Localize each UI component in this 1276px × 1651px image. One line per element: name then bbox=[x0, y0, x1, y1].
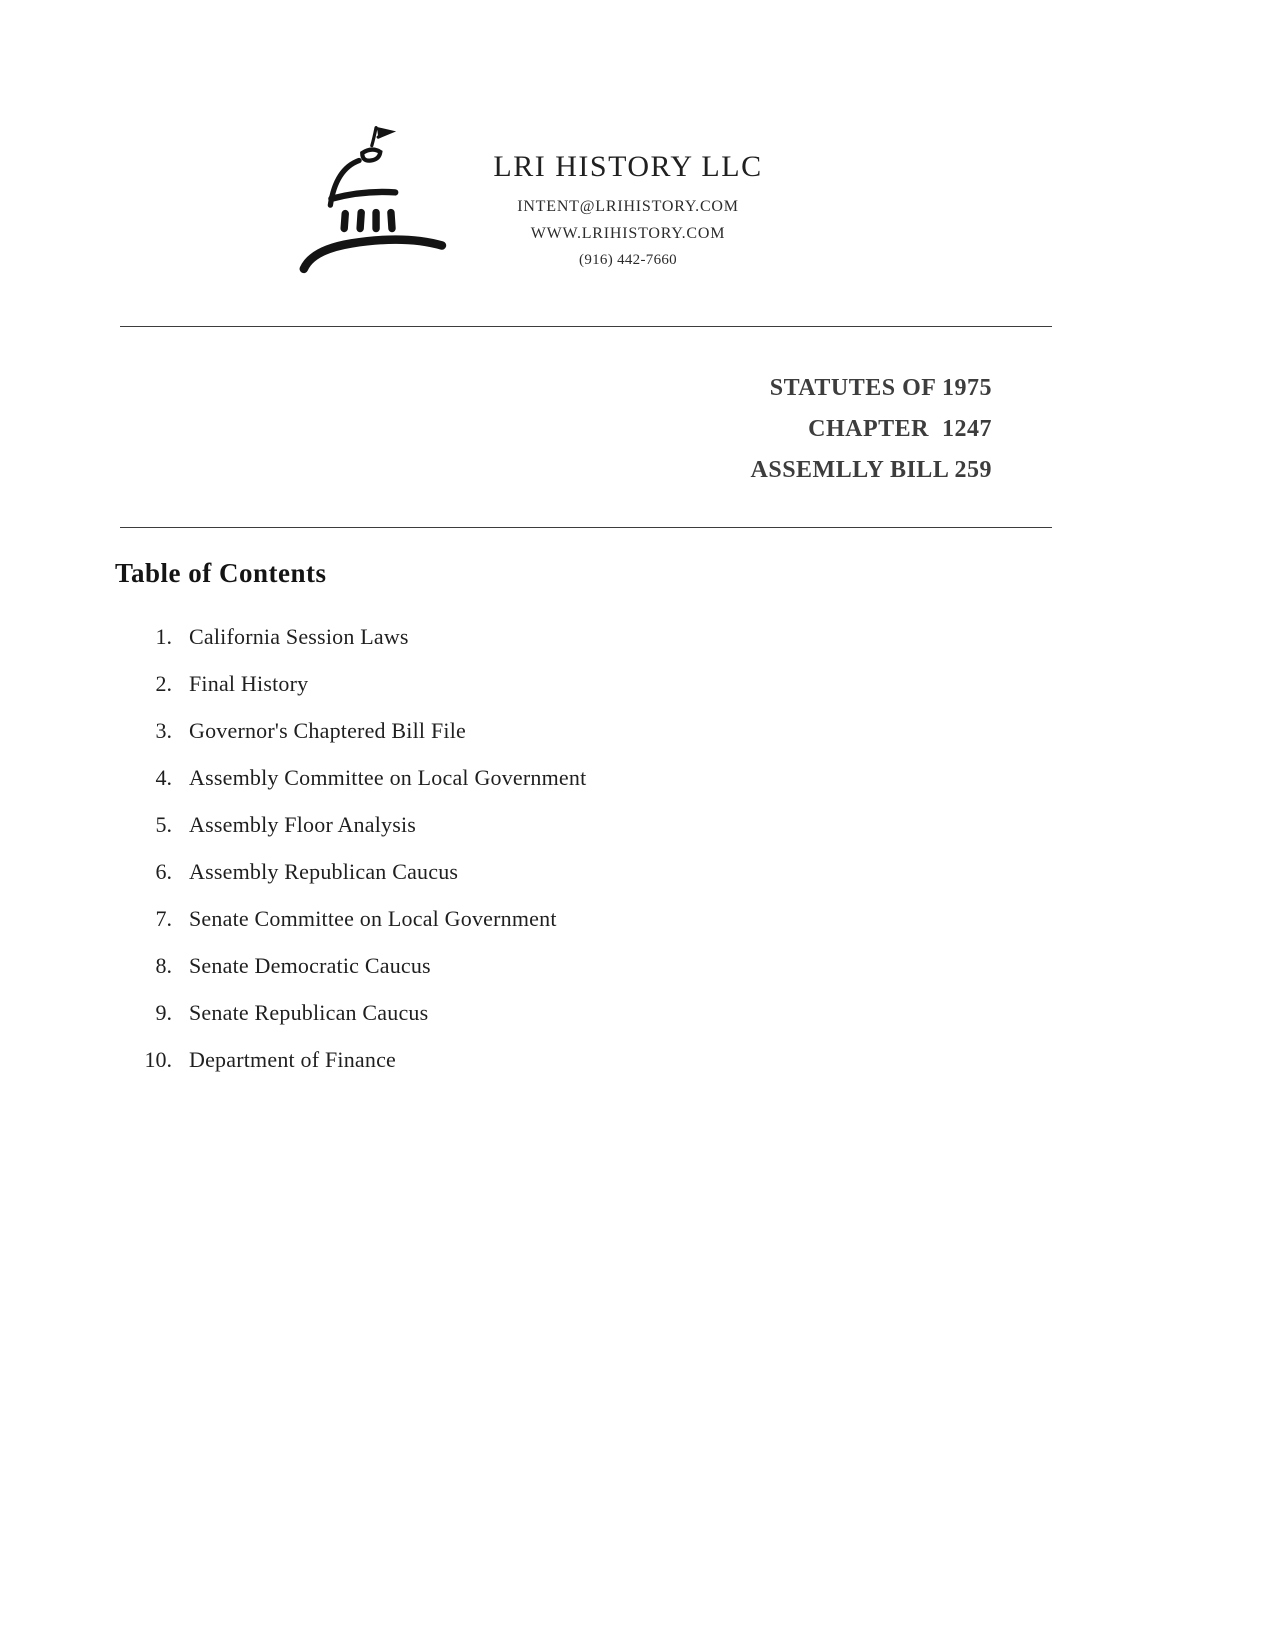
toc-item bbox=[128, 767, 586, 789]
toc-item-label: Department of Finance bbox=[189, 1047, 397, 1072]
divider-top bbox=[120, 326, 1052, 327]
toc-item-number: 5. bbox=[155, 812, 172, 837]
toc-item bbox=[128, 908, 586, 930]
toc-heading: Table of Contents bbox=[115, 558, 327, 588]
divider-bottom bbox=[120, 527, 1052, 528]
toc-item-number: 3. bbox=[155, 718, 172, 743]
chapter-line: CHAPTER 1247 bbox=[808, 416, 992, 442]
toc-item-number: 1. bbox=[155, 624, 172, 649]
toc-item-label: Senate Republican Caucus bbox=[189, 1000, 429, 1025]
toc-item bbox=[128, 814, 586, 836]
toc-item-label: Senate Democratic Caucus bbox=[189, 953, 431, 978]
toc-item bbox=[128, 861, 586, 883]
toc-item-label: Final History bbox=[189, 671, 309, 696]
toc-item-number: 2. bbox=[155, 671, 172, 696]
toc-item-label: Assembly Committee on Local Government bbox=[189, 765, 587, 790]
toc-item-number: 10. bbox=[144, 1047, 172, 1072]
toc-item-label: California Session Laws bbox=[189, 624, 409, 649]
toc-item-label: Senate Committee on Local Government bbox=[189, 906, 557, 931]
letterhead bbox=[295, 118, 773, 288]
capitol-dome-logo-icon bbox=[295, 118, 455, 288]
toc-item-label: Governor's Chaptered Bill File bbox=[189, 718, 466, 743]
company-name: LRI HISTORY LLC bbox=[493, 150, 763, 183]
toc-item bbox=[128, 1049, 586, 1071]
toc-item bbox=[128, 673, 586, 695]
toc-item bbox=[128, 626, 586, 648]
toc-item-number: 6. bbox=[155, 859, 172, 884]
assembly-bill-line: ASSEMLLY BILL 259 bbox=[750, 457, 992, 483]
toc-item-number: 8. bbox=[155, 953, 172, 978]
toc-item-label: Assembly Republican Caucus bbox=[189, 859, 459, 884]
company-website: WWW.LRIHISTORY.COM bbox=[530, 225, 726, 242]
company-email: INTENT@LRIHISTORY.COM bbox=[517, 198, 739, 215]
statute-title-block bbox=[751, 368, 992, 491]
toc-item bbox=[128, 720, 586, 742]
toc-item bbox=[128, 1002, 586, 1024]
statutes-year-line: STATUTES OF 1975 bbox=[769, 375, 992, 401]
toc-item-number: 7. bbox=[155, 906, 172, 931]
company-phone: (916) 442-7660 bbox=[579, 252, 677, 268]
toc-list bbox=[128, 626, 586, 1096]
letterhead-text bbox=[483, 118, 773, 269]
toc-item bbox=[128, 955, 586, 977]
toc-item-number: 4. bbox=[155, 765, 172, 790]
toc-item-label: Assembly Floor Analysis bbox=[189, 812, 417, 837]
toc-item-number: 9. bbox=[155, 1000, 172, 1025]
